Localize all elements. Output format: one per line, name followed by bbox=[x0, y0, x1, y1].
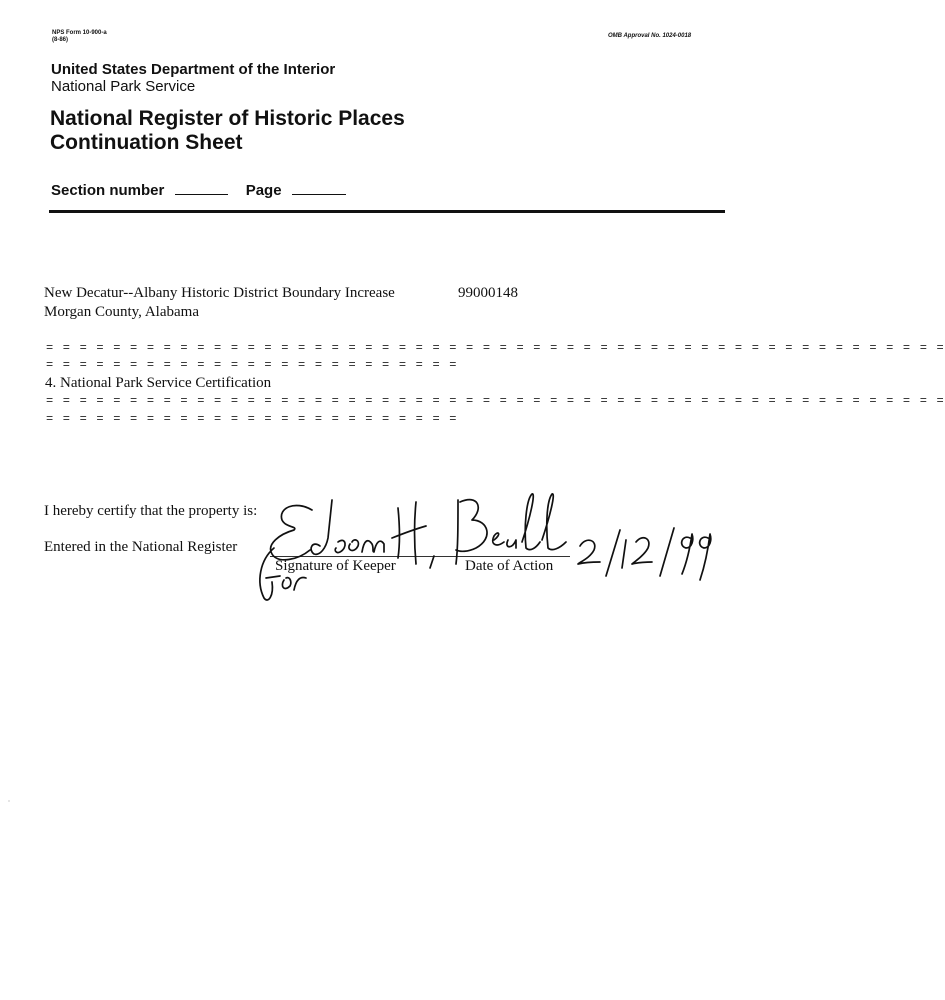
section-number-label: Section number bbox=[51, 182, 165, 199]
signature-of-keeper-label: Signature of Keeper bbox=[275, 558, 396, 574]
separator-line: = = = = = = = = = = = = = = = = = = = = = = = = = bbox=[46, 358, 458, 372]
register-status: Entered in the National Register bbox=[44, 539, 238, 555]
service-name: National Park Service bbox=[51, 78, 196, 95]
omb-approval-number: OMB Approval No. 1024-0018 bbox=[608, 33, 692, 39]
separator-line: = = = = = = = = = = = = = = = = = = = = = = = = = = = = = = = = = = = = = = = = = = = = = = = = = = = = = = bbox=[46, 394, 945, 408]
register-title: National Register of Historic Places bbox=[50, 107, 405, 130]
section-page-row bbox=[51, 182, 346, 199]
scan-speck bbox=[8, 800, 10, 802]
department-name: United States Department of the Interior bbox=[51, 61, 336, 78]
section-number-blank bbox=[175, 193, 228, 195]
page-number-blank bbox=[292, 193, 346, 195]
reference-number: 99000148 bbox=[458, 285, 518, 301]
date-of-action-label: Date of Action bbox=[465, 558, 554, 574]
form-number bbox=[52, 30, 107, 44]
form-revision-text: (8-86) bbox=[52, 37, 69, 43]
separator-line: = = = = = = = = = = = = = = = = = = = = = = = = = bbox=[46, 412, 458, 426]
sheet-title: Continuation Sheet bbox=[50, 131, 243, 154]
header-rule bbox=[49, 210, 725, 213]
keeper-signature bbox=[250, 478, 720, 608]
page-label: Page bbox=[245, 182, 282, 199]
separator-line: = = = = = = = = = = = = = = = = = = = = = = = = = = = = = = = = = = = = = = = = = = = = = = = = = = = = = = bbox=[46, 341, 945, 355]
form-number-text: NPS Form 10-900-a bbox=[52, 30, 107, 36]
property-name: New Decatur--Albany Historic District Boundary Increase bbox=[44, 285, 395, 301]
county-state: Morgan County, Alabama bbox=[44, 304, 199, 320]
certify-statement: I hereby certify that the property is: bbox=[44, 503, 258, 519]
certification-heading: 4. National Park Service Certification bbox=[45, 375, 272, 391]
